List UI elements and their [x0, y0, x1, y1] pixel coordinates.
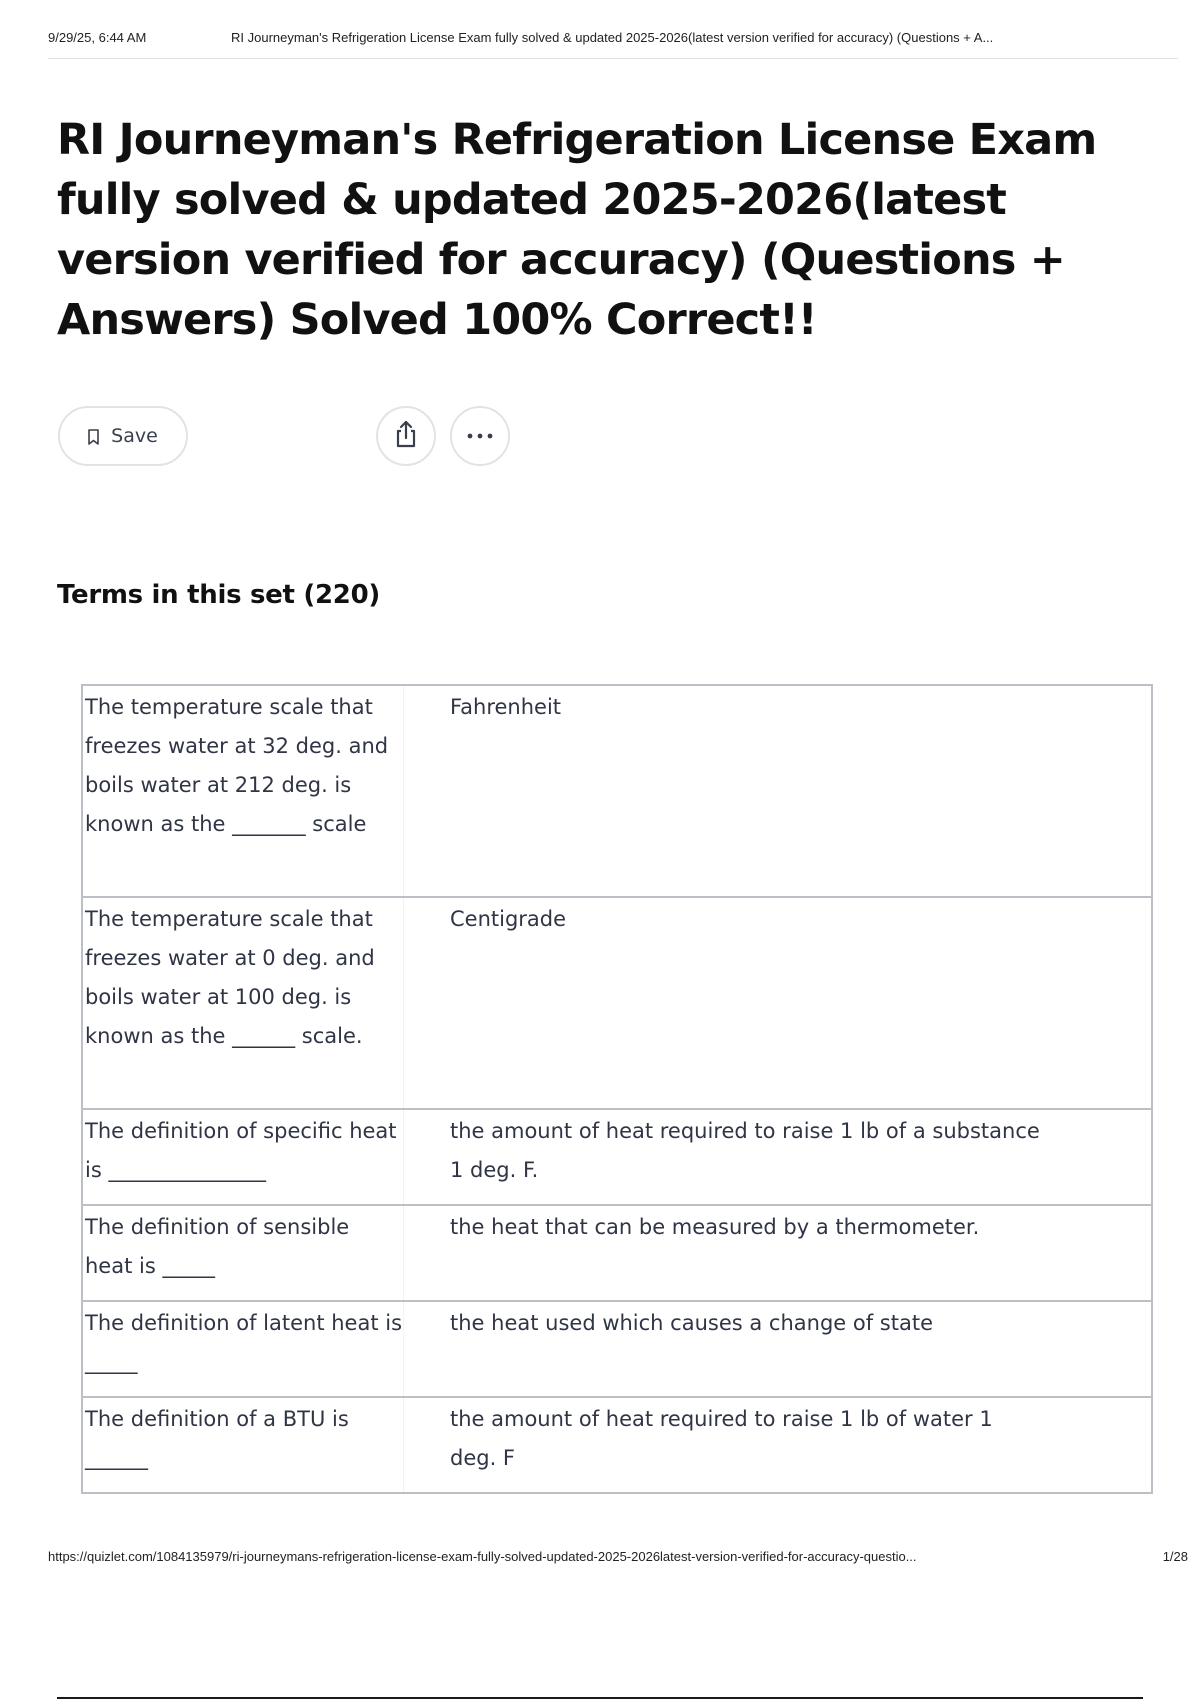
term-row	[82, 1205, 1152, 1301]
bottom-divider	[57, 1697, 1143, 1699]
more-options-button[interactable]	[450, 406, 510, 466]
page-url: https://quizlet.com/1084135979/ri-journeymans-refrigeration-license-exam-fully-solved-updated-2025-2026latest-version-verified-for-accuracy-questio...	[48, 1549, 917, 1564]
save-button[interactable]	[58, 406, 188, 466]
term-row	[82, 1301, 1152, 1397]
share-icon	[393, 419, 419, 454]
term-cell: The temperature scale that freezes water at 32 deg. and boils water at 212 deg. is known as the _______ scale	[82, 685, 404, 897]
bookmark-icon	[88, 428, 99, 444]
term-cell: The definition of specific heat is _______________	[82, 1109, 404, 1205]
save-label: Save	[111, 425, 158, 447]
term-row	[82, 897, 1152, 1109]
definition-cell: the amount of heat required to raise 1 lb of water 1 deg. F	[404, 1397, 1153, 1493]
definition-cell: the heat that can be measured by a thermometer.	[404, 1205, 1153, 1301]
terms-heading: Terms in this set (220)	[57, 580, 380, 610]
term-cell: The definition of latent heat is _____	[82, 1301, 404, 1397]
definition-cell: the amount of heat required to raise 1 lb of a substance 1 deg. F.	[404, 1109, 1153, 1205]
term-row	[82, 1397, 1152, 1493]
more-icon	[466, 427, 494, 445]
print-title: RI Journeyman's Refrigeration License Exam fully solved & updated 2025-2026(latest version verified for accuracy) (Questions + A...	[231, 30, 994, 45]
term-row	[82, 685, 1152, 897]
header-divider	[48, 58, 1178, 59]
definition-cell: Centigrade	[404, 897, 1153, 1109]
term-row	[82, 1109, 1152, 1205]
print-footer	[48, 1549, 1188, 1571]
term-cell: The definition of sensible heat is _____	[82, 1205, 404, 1301]
print-date: 9/29/25, 6:44 AM	[48, 30, 147, 45]
page-number: 1/28	[1162, 1549, 1188, 1564]
share-button[interactable]	[376, 406, 436, 466]
term-cell: The temperature scale that freezes water at 0 deg. and boils water at 100 deg. is known as the ______ scale.	[82, 897, 404, 1109]
page-title: RI Journeyman's Refrigeration License Exam fully solved & updated 2025-2026(latest version verified for accuracy) (Questions + Answers) Solved 100% Correct!!	[57, 115, 1097, 345]
definition-cell: Fahrenheit	[404, 685, 1153, 897]
term-cell: The definition of a BTU is ______	[82, 1397, 404, 1493]
print-header	[48, 28, 1178, 52]
definition-cell: the heat used which causes a change of state	[404, 1301, 1153, 1397]
terms-table	[81, 684, 1153, 1494]
